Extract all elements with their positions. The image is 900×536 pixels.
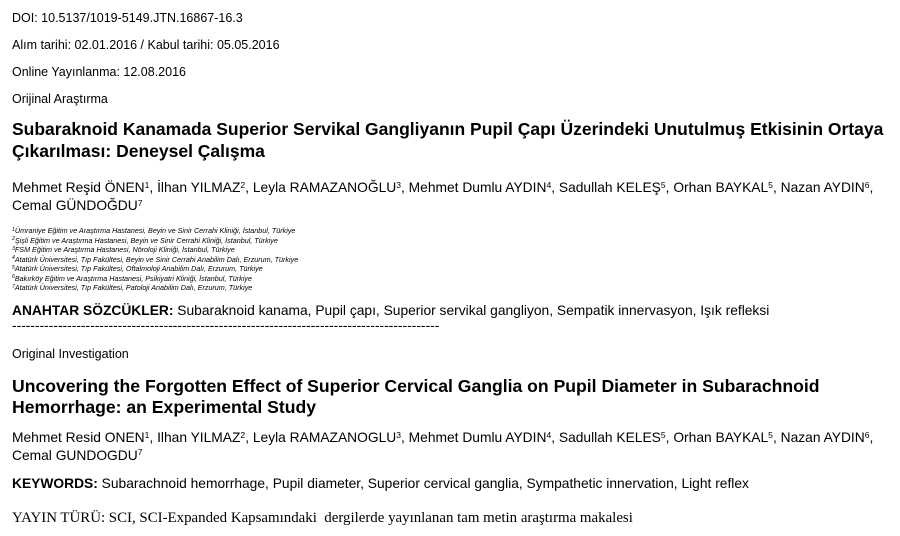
author <box>253 430 401 445</box>
affiliation-line <box>12 283 298 293</box>
affiliation-marker: 2 <box>240 429 246 440</box>
author-list-en <box>12 429 892 464</box>
affiliation-marker: 6 <box>864 429 870 440</box>
affiliation-marker: 5 <box>660 179 666 190</box>
publication-type: YAYIN TÜRÜ: SCI, SCI-Expanded Kapsamındaki dergilerde yayınlanan tam metin araştırma makalesi <box>12 510 633 526</box>
author <box>157 180 245 195</box>
affiliation-line <box>12 236 298 246</box>
author-name: Mehmet Reşid ÖNEN <box>12 180 145 195</box>
affiliation-marker: 2 <box>12 236 15 243</box>
article-title-line: Subaraknoid Kanamada Superior Servikal Gangliyanın Pupil Çapı Üzerindeki Unutulmuş Etkisinin Ortaya <box>12 119 884 139</box>
author <box>157 430 245 445</box>
author-separator: , <box>401 180 409 195</box>
author-name: Orhan BAYKAL <box>673 430 769 445</box>
author <box>12 198 142 213</box>
author-separator: , <box>665 430 674 445</box>
keywords-label: ANAHTAR SÖZCÜKLER: <box>12 303 174 318</box>
author-list-tr <box>12 179 892 215</box>
affiliation-marker: 1 <box>12 226 15 233</box>
author <box>781 180 870 195</box>
author-name: Sadullah KELES <box>558 430 661 445</box>
affiliation-line <box>12 245 298 255</box>
affiliation-text: Atatürk Üniversitesi, Tıp Fakültesi, Beyin ve Sinir Cerrahi Anabilim Dalı, Erzurum, Türkiye <box>14 254 299 264</box>
affiliation-marker: 7 <box>12 283 15 290</box>
author-separator: , <box>551 430 559 445</box>
keywords-text: Subaraknoid kanama, Pupil çapı, Superior servikal gangliyon, Sempatik innervasyon, Işık refleksi <box>177 303 770 318</box>
affiliation-marker: 4 <box>12 255 15 262</box>
author-name: İlhan YILMAZ <box>157 180 241 195</box>
affiliation-text: Şişli Eğitim ve Araştırma Hastanesi, Beyin ve Sinir Cerrahi Kliniği, İstanbul, Türkiye <box>14 235 278 245</box>
affiliation-marker: 7 <box>137 447 143 458</box>
author <box>253 180 401 195</box>
affiliation-text: FSM Eğitim ve Araştırma Hastanesi, Nöroloji Kliniği, İstanbul, Türkiye <box>14 245 235 254</box>
affiliation-marker: 6 <box>12 274 15 281</box>
affiliation-line <box>12 274 298 284</box>
author-separator: , <box>665 180 674 195</box>
author-separator: , <box>772 180 781 195</box>
author <box>781 430 870 445</box>
author-separator: , <box>869 430 874 445</box>
affiliation-text: Bakırköy Eğitim ve Araştırma Hastanesi, Psikiyatri Kliniği, İstanbul, Türkiye <box>14 273 252 283</box>
author <box>559 180 666 195</box>
affiliation-marker: 4 <box>546 179 552 190</box>
article-type-en: Original Investigation <box>12 347 129 361</box>
author <box>409 430 552 445</box>
article-title-line: Çıkarılması: Deneysel Çalışma <box>12 141 265 161</box>
doi: DOI: 10.5137/1019-5149.JTN.16867-16.3 <box>12 11 243 25</box>
author-name: Mehmet Resid ONEN <box>12 430 145 445</box>
affiliation-marker: 4 <box>546 429 552 440</box>
author-name: Nazan AYDIN <box>780 430 865 445</box>
author-name: Cemal GUNDOGDU <box>12 447 138 463</box>
article-title-tr <box>12 118 883 162</box>
affiliation-text: Atatürk Üniversitesi, Tıp Fakültesi, Oftalmoloji Anabilim Dalı, Erzurum, Türkiye <box>14 264 263 273</box>
author-separator: , <box>551 180 559 195</box>
affiliation-marker: 2 <box>240 179 246 190</box>
author-name: Leyla RAMAZANOĞLU <box>252 180 397 195</box>
affiliation-marker: 5 <box>768 179 773 190</box>
author-name: Mehmet Dumlu AYDIN <box>408 180 547 195</box>
affiliation-marker: 3 <box>12 245 15 252</box>
section-divider: --------------------------------------------------------------------------------------------- <box>12 318 440 333</box>
author <box>12 430 149 445</box>
article-title-line: Hemorrhage: an Experimental Study <box>12 397 317 417</box>
affiliation-line <box>12 264 298 274</box>
author <box>12 180 149 195</box>
author <box>409 180 552 195</box>
affiliation-marker: 7 <box>137 197 143 208</box>
keywords-en <box>12 475 749 493</box>
author-name: Mehmet Dumlu AYDIN <box>408 430 547 445</box>
affiliation-line <box>12 226 298 236</box>
author <box>12 448 142 463</box>
author-name: Cemal GÜNDOĞDU <box>12 198 138 213</box>
author-separator: , <box>245 430 253 445</box>
affiliation-marker: 5 <box>768 429 773 440</box>
affiliation-marker: 3 <box>396 179 401 190</box>
affiliation-marker: 3 <box>396 429 401 440</box>
author-separator: , <box>869 180 874 195</box>
article-title-en <box>12 376 819 418</box>
online-publication-date: Online Yayınlanma: 12.08.2016 <box>12 65 186 79</box>
article-type-tr: Orijinal Araştırma <box>12 92 108 106</box>
author <box>673 430 773 445</box>
author-separator: , <box>401 430 409 445</box>
affiliation-line <box>12 255 298 265</box>
affiliation-list <box>12 226 298 293</box>
author-name: Ilhan YILMAZ <box>157 430 241 445</box>
author-separator: , <box>149 430 158 445</box>
author-name: Nazan AYDIN <box>780 180 865 195</box>
author-separator: , <box>772 430 781 445</box>
keywords-text: Subarachnoid hemorrhage, Pupil diameter, Superior cervical ganglia, Sympathetic innervation, Light reflex <box>101 476 749 491</box>
article-title-line: Uncovering the Forgotten Effect of Superior Cervical Ganglia on Pupil Diameter in Subarachnoid <box>12 376 820 396</box>
affiliation-text: Atatürk Üniversitesi, Tıp Fakültesi, Patoloji Anabilim Dalı, Erzurum, Türkiye <box>14 283 253 292</box>
affiliation-marker: 1 <box>144 179 150 190</box>
author-separator: , <box>149 180 158 195</box>
affiliation-marker: 1 <box>144 429 150 440</box>
affiliation-marker: 5 <box>660 429 666 440</box>
keywords-label: KEYWORDS: <box>12 476 98 491</box>
author <box>559 430 666 445</box>
affiliation-marker: 5 <box>12 264 15 271</box>
author-name: Leyla RAMAZANOGLU <box>252 430 397 445</box>
author <box>673 180 773 195</box>
received-accepted-dates: Alım tarihi: 02.01.2016 / Kabul tarihi: 05.05.2016 <box>12 38 280 52</box>
author-name: Sadullah KELEŞ <box>558 180 661 195</box>
affiliation-marker: 6 <box>864 179 870 190</box>
author-name: Orhan BAYKAL <box>673 180 769 195</box>
author-separator: , <box>245 180 253 195</box>
affiliation-text: Ümraniye Eğitim ve Araştırma Hastanesi, Beyin ve Sinir Cerrahi Kliniği, İstanbul, Türkiye <box>14 226 296 235</box>
